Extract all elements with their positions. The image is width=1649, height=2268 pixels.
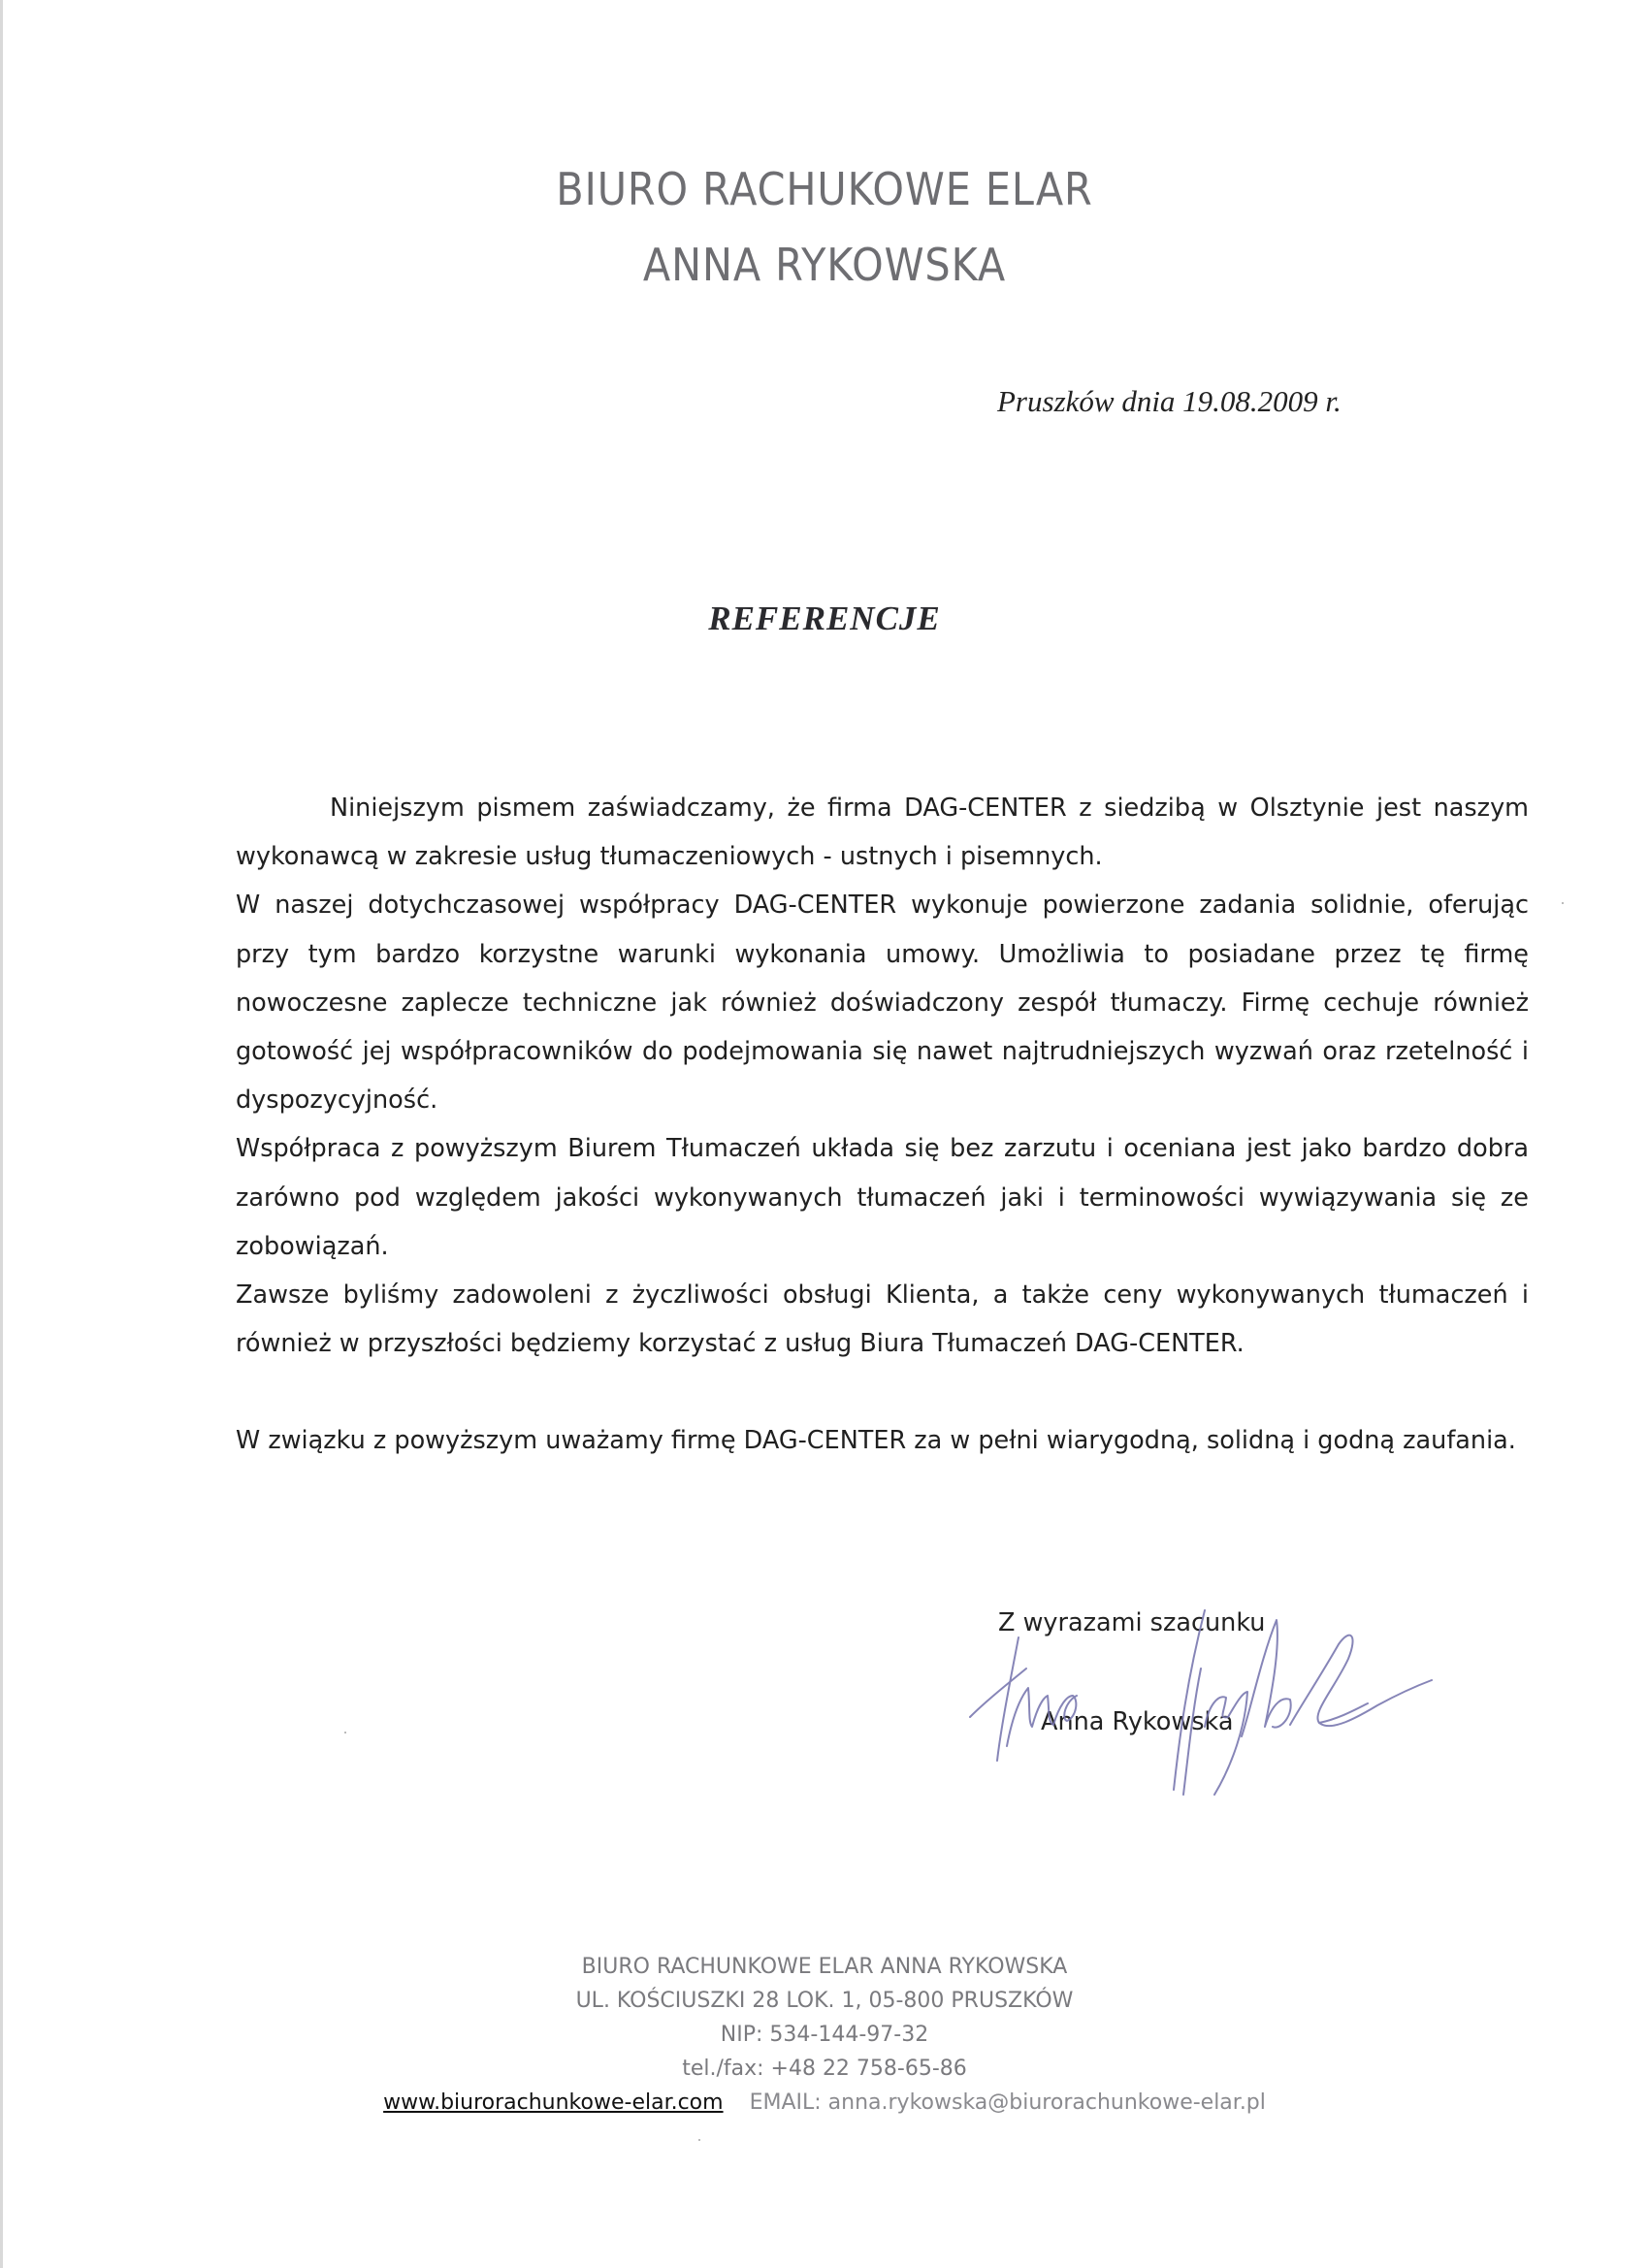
letterhead-line-1: BIURO RACHUKOWE ELAR [556,163,1093,215]
email-label: EMAIL: [749,2090,822,2115]
footer-nip: NIP: 534-144-97-32 [720,2023,929,2047]
body-paragraph: Zawsze byliśmy zadowoleni z życzliwości obsługi Klienta, a także ceny wykonywanych tłumaczeń i również w przyszłości będziemy korzystać z usług Biura Tłumaczeń DAG-CENTER. [236,1280,1529,1359]
email-address[interactable]: anna.rykowska@biurorachunkowe-elar.pl [827,2090,1266,2115]
website-link[interactable]: www.biurorachunkowe-elar.com [383,2090,724,2115]
scan-speck [1562,902,1564,904]
footer-company: BIURO RACHUNKOWE ELAR ANNA RYKOWSKA [581,1955,1068,1979]
footer-phone: tel./fax: +48 22 758-65-86 [682,2057,967,2081]
body-paragraph: Niniejszym pismem zaświadczamy, że firma DAG-CENTER z siedzibą w Olsztynie jest naszym wykonawcą w zakresie usług tłumaczeniowych - ustnych i pisemnych. [236,794,1529,872]
signature-block [951,1591,1436,1814]
scan-speck [698,2139,700,2141]
date-line: Pruszków dnia 19.08.2009 r. [997,384,1342,418]
signer-name: Anna Rykowska [1041,1707,1234,1736]
regards-text: Z wyrazami szacunku [998,1608,1266,1637]
footer-address: UL. KOŚCIUSZKI 28 LOK. 1, 05-800 PRUSZKÓW [575,1989,1074,2013]
body-paragraph: W naszej dotychczasowej współpracy DAG-CENTER wykonuje powierzone zadania solidnie, oferując przy tym bardzo korzystne warunki wykonania umowy. Umożliwia to posiadane przez tę firmę nowoczesne zaplecze techniczne jak również doświadczony zespół tłumaczy. Firmę cechuje również gotowość jej współpracowników do podejmowania się nawet najtrudniejszych wyzwań oraz rzetelność i dyspozycyjność. [236,891,1529,1116]
footer-contact-row [0,2086,1649,2120]
body-paragraph: Współpraca z powyższym Biurem Tłumaczeń układa się bez zarzutu i oceniana jest jako bardzo dobra zarówno pod względem jakości wykonywanych tłumaczeń jaki i terminowości wywiązywania się ze zobowiązań. [236,1134,1529,1261]
letterhead-line-2: ANNA RYKOWSKA [642,239,1007,291]
letter-body [236,784,1529,1466]
document-title: REFERENCJE [708,599,941,637]
scan-speck [344,1732,346,1733]
scan-edge [0,0,3,2268]
handwritten-signature-icon [951,1591,1436,1814]
footer [0,1950,1649,2120]
closing-paragraph: W związku z powyższym uważamy firmę DAG-CENTER za w pełni wiarygodną, solidną i godną zaufania. [236,1426,1516,1456]
